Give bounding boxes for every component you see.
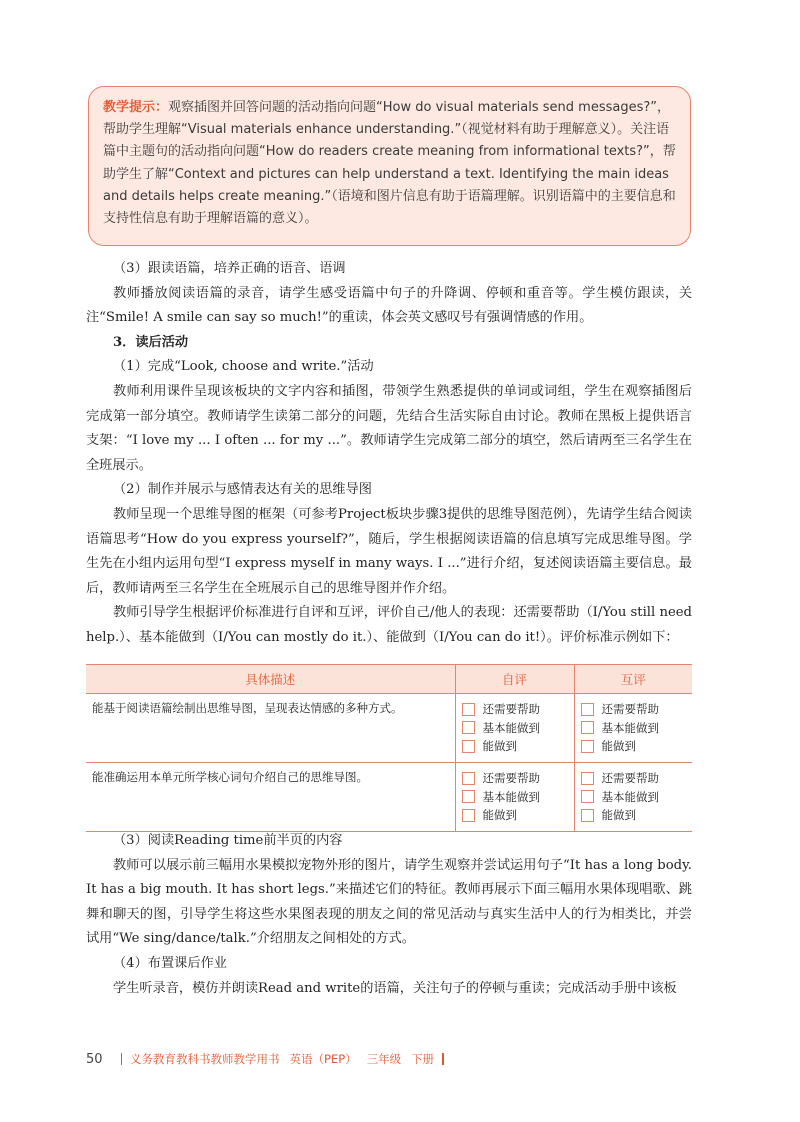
section-heading: （2）制作并展示与感情表达有关的思维导图 xyxy=(113,482,372,498)
table-header-peer: 互评 xyxy=(574,665,692,694)
checkbox[interactable] xyxy=(581,703,594,716)
option-label: 还需要帮助 xyxy=(601,702,659,717)
table-header-description: 具体描述 xyxy=(86,665,455,694)
table-row xyxy=(86,694,692,763)
page-number: 50 xyxy=(86,1051,103,1067)
paragraph: 教师可以展示前三幅用水果模拟宠物外形的图片，请学生观察并尝试运用句子“It has a long body. It has a big mouth. It has short legs.”来描述它们的特征。教师再展示下面三幅用水果体现唱歌、跳舞和聊天的图，引导学生将这些水果图表现的朋友之间的常见活动与真实生活中人的行为相类比，并尝试用“We sing/dance/talk.”介绍朋友之间相处的方式。 xyxy=(86,857,692,947)
option-label: 基本能做到 xyxy=(601,789,659,804)
main-text-upper xyxy=(86,257,692,651)
checkbox[interactable] xyxy=(462,809,475,822)
option-label: 基本能做到 xyxy=(601,720,659,735)
section-heading: （4）布置课后作业 xyxy=(113,955,227,971)
self-eval-options xyxy=(455,694,574,763)
option-label: 基本能做到 xyxy=(482,789,540,804)
option-label: 还需要帮助 xyxy=(601,771,659,786)
footer-grade: 三年级 xyxy=(366,1052,402,1066)
checkbox[interactable] xyxy=(462,790,475,803)
option-label: 能做到 xyxy=(601,739,636,754)
checkbox[interactable] xyxy=(581,740,594,753)
option-label: 还需要帮助 xyxy=(482,702,540,717)
footer-subject: 英语（PEP） xyxy=(289,1052,357,1066)
table-header-self: 自评 xyxy=(455,665,574,694)
option-label: 能做到 xyxy=(482,739,517,754)
paragraph: 学生听录音，模仿并朗读Read and write的语篇，关注句子的停顿与重读；完成活动手册中该板 xyxy=(113,980,677,996)
main-text-lower xyxy=(86,829,692,1001)
checkbox[interactable] xyxy=(462,740,475,753)
row-description: 能基于阅读语篇绘制出思维导图，呈现表达情感的多种方式。 xyxy=(86,694,455,763)
option-label: 还需要帮助 xyxy=(482,771,540,786)
row-description: 能准确运用本单元所学核心词句介绍自己的思维导图。 xyxy=(86,763,455,832)
option-label: 能做到 xyxy=(482,808,517,823)
section-heading: （1）完成“Look, choose and write.”活动 xyxy=(113,359,374,375)
checkbox[interactable] xyxy=(462,703,475,716)
self-eval-options xyxy=(455,763,574,832)
paragraph: 教师呈现一个思维导图的框架（可参考Project板块步骤3提供的思维导图范例），先请学生结合阅读语篇思考“How do you express yourself?”，随后，学生根据阅读语篇的信息填写完成思维导图。学生先在小组内运用句型“I express myself in many ways. I ...”进行介绍，复述阅读语篇主要信息。最后，教师请两至三名学生在全班展示自己的思维导图并作介绍。 xyxy=(86,506,692,596)
tip-label: 教学提示： xyxy=(103,100,169,115)
option-label: 能做到 xyxy=(601,808,636,823)
teaching-tip-box xyxy=(88,86,691,246)
table-row xyxy=(86,763,692,832)
footer-volume: 下册 xyxy=(411,1052,435,1066)
footer-book: 义务教育教科书教师教学用书 xyxy=(130,1052,280,1066)
peer-eval-options xyxy=(574,763,692,832)
page-footer xyxy=(86,1051,452,1067)
checkbox[interactable] xyxy=(581,772,594,785)
section-heading: （3）阅读Reading time前半页的内容 xyxy=(113,833,343,848)
peer-eval-options xyxy=(574,694,692,763)
section-heading: （3）跟读语篇，培养正确的语音、语调 xyxy=(113,261,346,276)
footer-divider xyxy=(442,1053,444,1065)
paragraph: 教师播放阅读语篇的录音，请学生感受语篇中句子的升降调、停顿和重音等。学生模仿跟读，关注“Smile! A smile can say so much!”的重读，体会英文感叹号有强调情感的作用。 xyxy=(86,285,692,326)
checkbox[interactable] xyxy=(462,721,475,734)
section-heading-bold: 3．读后活动 xyxy=(113,334,189,350)
tip-text: 观察插图并回答问题的活动指向问题“How do visual materials send messages?”，帮助学生理解“Visual materials enhance understanding.”（视觉材料有助于理解意义）。关注语篇中主题句的活动指向问题“How do readers create meaning from informational texts?”，帮助学生了解“Context and pictures can help understand a text. Identifying the main ideas and details helps create meaning.”（语境和图片信息有助于语篇理解。识别语篇中的主要信息和支持性信息有助于理解语篇的意义）。 xyxy=(103,100,676,227)
checkbox[interactable] xyxy=(462,772,475,785)
paragraph: 教师利用课件呈现该板块的文字内容和插图，带领学生熟悉提供的单词或词组，学生在观察插图后完成第一部分填空。教师请学生读第二部分的问题，先结合生活实际自由讨论。教师在黑板上提供语言支架：“I love my ... I often ... for my ...”。教师请学生完成第二部分的填空，然后请两至三名学生在全班展示。 xyxy=(86,383,692,473)
checkbox[interactable] xyxy=(581,790,594,803)
evaluation-table xyxy=(86,664,692,832)
checkbox[interactable] xyxy=(581,721,594,734)
footer-divider xyxy=(121,1053,123,1065)
paragraph: 教师引导学生根据评价标准进行自评和互评，评价自己/他人的表现：还需要帮助（I/You still need help.）、基本能做到（I/You can mostly do it.）、能做到（I/You can do it!）。评价标准示例如下： xyxy=(86,605,692,645)
option-label: 基本能做到 xyxy=(482,720,540,735)
checkbox[interactable] xyxy=(581,809,594,822)
